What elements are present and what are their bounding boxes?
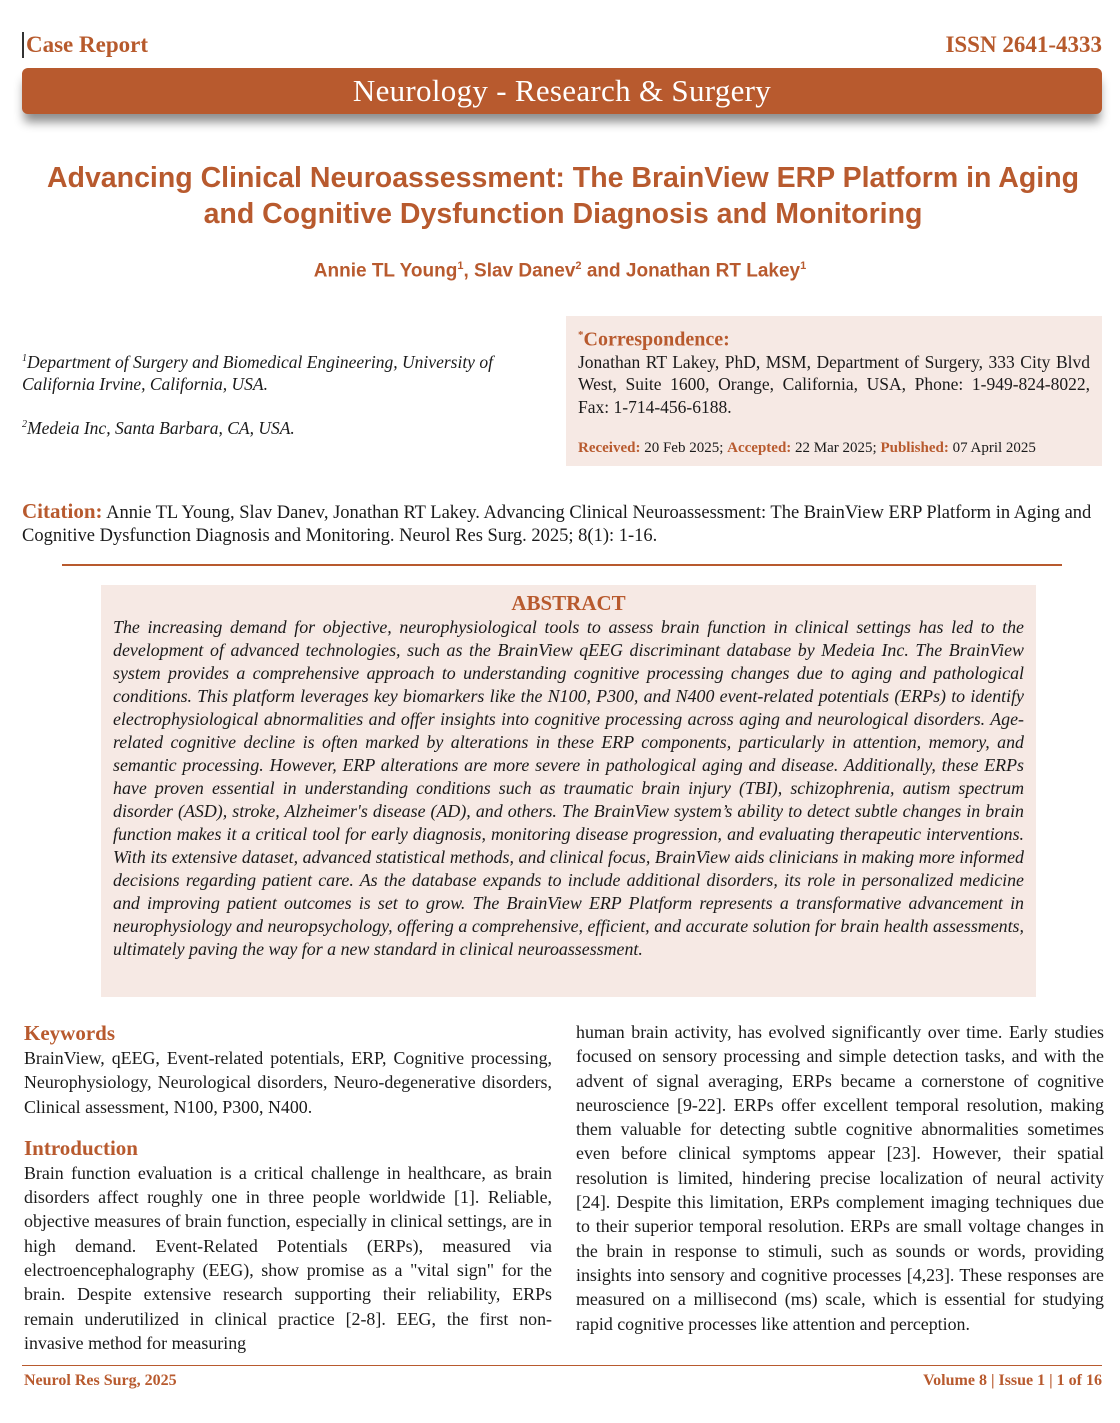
affiliation xyxy=(22,414,542,439)
page-header xyxy=(22,30,1102,62)
published-label: Published: xyxy=(880,440,949,456)
correspondence-marker: * xyxy=(578,329,584,341)
article-dates xyxy=(578,440,1036,457)
author-name: Slav Danev xyxy=(474,260,576,282)
journal-banner xyxy=(22,68,1102,114)
correspondence-text: Jonathan RT Lakey, PhD, MSM, Department of Surgery, 333 City Blvd West, Suite 1600, Orange, California, USA, Phone: 1-949-824-8022, Fax: 1-714-456-6188. xyxy=(578,351,1090,417)
abstract-box xyxy=(101,585,1036,997)
correspondence-label: Correspondence: xyxy=(583,328,730,351)
introduction-text-left: Brain function evaluation is a critical challenge in healthcare, as brain disorders affect roughly one in three people worldwide [1]. Reliable, objective measures of brain function, especially in clinical settings, are in high demand. Event-Related Potentials (ERPs), measured via electroencephalography (EEG), show promise as a "vital sign" for the brain. Despite extensive research supporting their reliability, ERPs remain underutilized in clinical practice [2-8]. EEG, the first non-invasive method for measuring xyxy=(24,1162,552,1353)
correspondence-box xyxy=(566,316,1102,466)
footer-journal: Neurol Res Surg, 2025 xyxy=(24,1372,177,1389)
keywords-text: BrainView, qEEG, Event-related potentials, ERP, Cognitive processing, Neurophysiology, Neurological disorders, Neuro-degenerative disorders, Clinical assessment, N100, P300, N400. xyxy=(24,1048,552,1117)
accepted-label: Accepted: xyxy=(727,440,792,456)
author-separator: and xyxy=(581,260,626,282)
author-name: Jonathan RT Lakey xyxy=(625,260,801,282)
abstract-text: The increasing demand for objective, neurophysiological tools to assess brain function in clinical settings has led to the development of advanced technologies, such as the BrainView qEEG discriminant database by Medeia Inc. The BrainView system provides a comprehensive approach to understanding cognitive processing changes due to aging and pathological conditions. This platform leverages key biomarkers like the N100, P300, and N400 event-related potentials (ERPs) to identify electrophysiological abnormalities and offer insights into cognitive processing across aging and neurological disorders. Age-related cognitive decline is often marked by alterations in these ERP components, particularly in attention, memory, and semantic processing. However, ERP alterations are more severe in pathological aging and disease. Additionally, these ERPs have proven essential in understanding conditions such as traumatic brain injury (TBI), schizophrenia, autism spectrum disorder (ASD), stroke, Alzheimer's disease (AD), and others. The BrainView system’s ability to detect subtle changes in brain function makes it a critical tool for early diagnosis, monitoring disease progression, and evaluating therapeutic interventions. With its extensive dataset, advanced statistical methods, and clinical focus, BrainView aids clinicians in making more informed decisions regarding patient care. As the database expands to include additional disorders, its role in personalized medicine and improving patient outcomes is set to grow. The BrainView ERP Platform represents a transformative advancement in neurophysiology and neuropsychology, offering a comprehensive, efficient, and accurate solution for brain health assessments, ultimately paving the way for a new standard in clinical neuroassessment. xyxy=(113,617,1024,959)
author-affiliation-mark: 1 xyxy=(457,260,464,272)
author-affiliation-mark: 2 xyxy=(575,260,582,272)
affiliation-mark: 2 xyxy=(22,419,27,430)
citation-label: Citation: xyxy=(22,499,103,523)
author-separator: , xyxy=(463,260,475,282)
left-column xyxy=(24,1020,552,1355)
received-label: Received: xyxy=(578,440,641,456)
affiliation-text: Department of Surgery and Biomedical Engineering, University of California Irvine, California, USA. xyxy=(22,351,493,394)
section-divider xyxy=(62,564,1062,566)
affiliation-mark: 1 xyxy=(22,353,27,364)
introduction-text-right: human brain activity, has evolved significantly over time. Early studies focused on sensory processing and simple detection tasks, and with the advent of signal averaging, ERPs became a cornerstone of cognitive neuroscience [9-22]. ERPs offer excellent temporal resolution, making them valuable for detecting subtle cognitive abnormalities sometimes even before clinical symptoms appear [23]. However, their spatial resolution is limited, hindering precise localization of neural activity [24]. Despite this limitation, ERPs complement imaging techniques due to their superior temporal resolution. ERPs are small voltage changes in the brain in response to stimuli, such as sounds or words, providing insights into sensory and cognitive processes [4,23]. These responses are measured on a millisecond (ms) scale, which is essential for studying rapid cognitive processes like attention and perception. xyxy=(576,1022,1104,1334)
issn: ISSN 2641-4333 xyxy=(945,32,1102,57)
affiliation xyxy=(22,348,542,395)
author-list xyxy=(0,260,1120,282)
citation xyxy=(22,500,1104,548)
footer-divider xyxy=(22,1365,1102,1366)
author-affiliation-mark: 1 xyxy=(800,260,807,272)
received-date: 20 Feb 2025; xyxy=(640,440,728,456)
keywords-heading: Keywords xyxy=(24,1021,115,1045)
published-date: 07 April 2025 xyxy=(948,440,1036,456)
article-type: Case Report xyxy=(22,32,148,58)
author-name: Annie TL Young xyxy=(313,260,458,282)
correspondence-title xyxy=(578,324,1090,351)
footer-page-info: Volume 8 | Issue 1 | 1 of 16 xyxy=(923,1372,1102,1389)
introduction-heading: Introduction xyxy=(24,1135,138,1160)
accepted-date: 22 Mar 2025; xyxy=(791,440,881,456)
journal-name: Neurology - Research & Surgery xyxy=(352,73,772,108)
article-title: Advancing Clinical Neuroassessment: The BrainView ERP Platform in Aging and Cognitive Dysfunction Diagnosis and Monitoring xyxy=(46,162,1080,230)
abstract-heading: ABSTRACT xyxy=(511,591,626,615)
citation-text: Annie TL Young, Slav Danev, Jonathan RT Lakey. Advancing Clinical Neuroassessment: The BrainView ERP Platform in Aging and Cognitive Dysfunction Diagnosis and Monitoring. Neurol Res Surg. 2025; 8(1): 1-16. xyxy=(22,503,1092,546)
affiliation-text: Medeia Inc, Santa Barbara, CA, USA. xyxy=(27,417,295,438)
right-column xyxy=(576,1020,1104,1336)
